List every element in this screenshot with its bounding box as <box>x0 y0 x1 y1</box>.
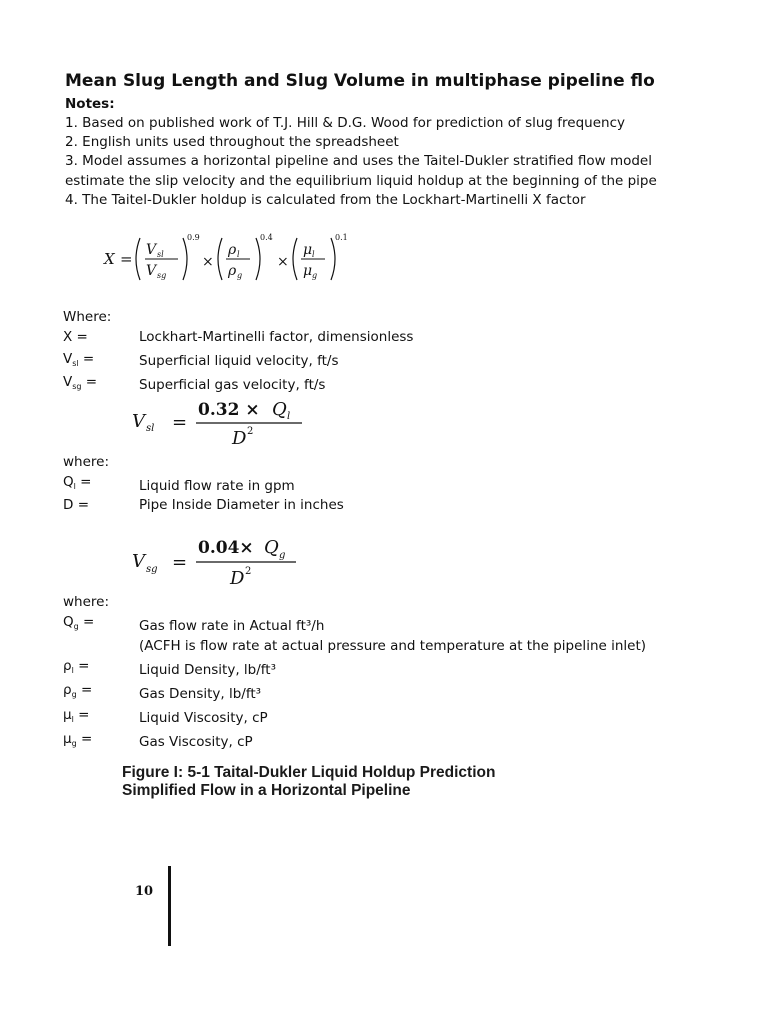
var-rhog-desc: Gas Density, lb/ft³ <box>139 686 262 702</box>
figure-caption-line-1: Figure I: 5-1 Taital-Dukler Liquid Holdup Prediction <box>122 764 496 781</box>
where-heading-2: where: <box>63 454 110 470</box>
note-line-4: 4. The Taitel-Dukler holdup is calculated from the Lockhart-Martinelli X factor <box>65 192 586 208</box>
vsl-den: D <box>232 428 247 448</box>
vsg-eq: = <box>172 552 188 573</box>
t2-den: ρ <box>228 263 237 279</box>
var-mul-desc: Liquid Viscosity, cP <box>139 710 268 726</box>
vsg-den-exp: 2 <box>245 566 252 577</box>
vsg-num-sub: g <box>279 550 286 561</box>
t3-den-sub: g <box>312 271 318 280</box>
times-2: × <box>277 254 289 270</box>
page-number: 10 <box>135 884 154 899</box>
note-line-3-cont: estimate the slip velocity and the equilibrium liquid holdup at the beginning of the pipe <box>65 173 657 189</box>
note-line-3: 3. Model assumes a horizontal pipeline and uses the Taitel-Dukler stratified flow model <box>65 153 652 169</box>
var-mug-desc: Gas Viscosity, cP <box>139 734 253 750</box>
notes-heading: Notes: <box>65 96 115 112</box>
var-ql-label: $Q_l$ = <box>63 474 92 491</box>
t1-num: V <box>146 242 157 258</box>
vsl-den-exp: 2 <box>247 426 254 437</box>
t3-den: μ <box>303 263 313 279</box>
t1-num-sub: sl <box>157 250 164 259</box>
var-vsl-desc: Superficial liquid velocity, ft/s <box>139 353 339 369</box>
var-vsg-label: $V_{sg}$ = <box>63 374 98 391</box>
vsl-eq: = <box>172 412 188 433</box>
t1-den: V <box>146 263 157 279</box>
vsl-lhs: V <box>132 411 145 432</box>
vsl-formula <box>128 396 318 448</box>
var-vsg-desc: Superficial gas velocity, ft/s <box>139 377 326 393</box>
t1-den-sub: sg <box>157 271 167 280</box>
var-d-label: D = <box>63 497 90 513</box>
var-mug-label: $\mu_g$ = <box>63 731 93 748</box>
formula-x-lhs: X <box>104 250 115 268</box>
var-qg-desc: Gas flow rate in Actual ft³/h <box>139 618 325 634</box>
vsg-lhs: V <box>132 551 145 572</box>
var-x-desc: Lockhart-Martinelli factor, dimensionless <box>139 329 414 345</box>
note-line-2: 2. English units used throughout the spreadsheet <box>65 134 399 150</box>
vsg-lhs-sub: sg <box>146 564 158 575</box>
note-line-1: 1. Based on published work of T.J. Hill & D.G. Wood for prediction of slug frequency <box>65 115 625 131</box>
var-vsl-label: $V_{sl}$ = <box>63 351 95 368</box>
where-heading-3: where: <box>63 594 110 610</box>
vsl-num: 0.32 × <box>198 400 260 420</box>
page-divider-bar <box>168 866 171 946</box>
vsg-den: D <box>230 568 245 589</box>
vsg-num: 0.04× <box>198 538 254 558</box>
vsl-num-var: Q <box>272 399 287 420</box>
t2-exp: 0.4 <box>260 233 273 242</box>
figure-caption-line-2: Simplified Flow in a Horizontal Pipeline <box>122 782 411 799</box>
formula-x-eq: = <box>120 250 133 268</box>
var-d-desc: Pipe Inside Diameter in inches <box>139 497 344 513</box>
where-heading-1: Where: <box>63 309 112 325</box>
vsg-formula <box>128 533 318 589</box>
t3-exp: 0.1 <box>335 233 348 242</box>
var-rhol-label: $\rho_l$ = <box>63 658 90 675</box>
vsl-num-sub: l <box>287 411 291 422</box>
var-mul-label: $\mu_l$ = <box>63 707 90 724</box>
t2-num-sub: l <box>237 250 240 259</box>
vsg-num-var: Q <box>264 537 279 558</box>
vsl-lhs-sub: sl <box>146 423 155 434</box>
t3-num-sub: l <box>312 250 315 259</box>
times-1: × <box>202 254 214 270</box>
var-qg-label: $Q_g$ = <box>63 614 95 631</box>
var-x-label: X = <box>63 329 88 345</box>
var-rhol-desc: Liquid Density, lb/ft³ <box>139 662 277 678</box>
t1-exp: 0.9 <box>187 233 200 242</box>
lockhart-martinelli-formula <box>100 228 360 290</box>
t2-den-sub: g <box>237 271 243 280</box>
acfh-note: (ACFH is flow rate at actual pressure and temperature at the pipeline inlet) <box>139 638 647 654</box>
t2-num: ρ <box>228 242 237 258</box>
var-rhog-label: $\rho_g$ = <box>63 682 93 699</box>
page-title: Mean Slug Length and Slug Volume in multiphase pipeline flo <box>65 71 655 91</box>
t3-num: μ <box>303 242 313 258</box>
var-ql-desc: Liquid flow rate in gpm <box>139 478 295 494</box>
